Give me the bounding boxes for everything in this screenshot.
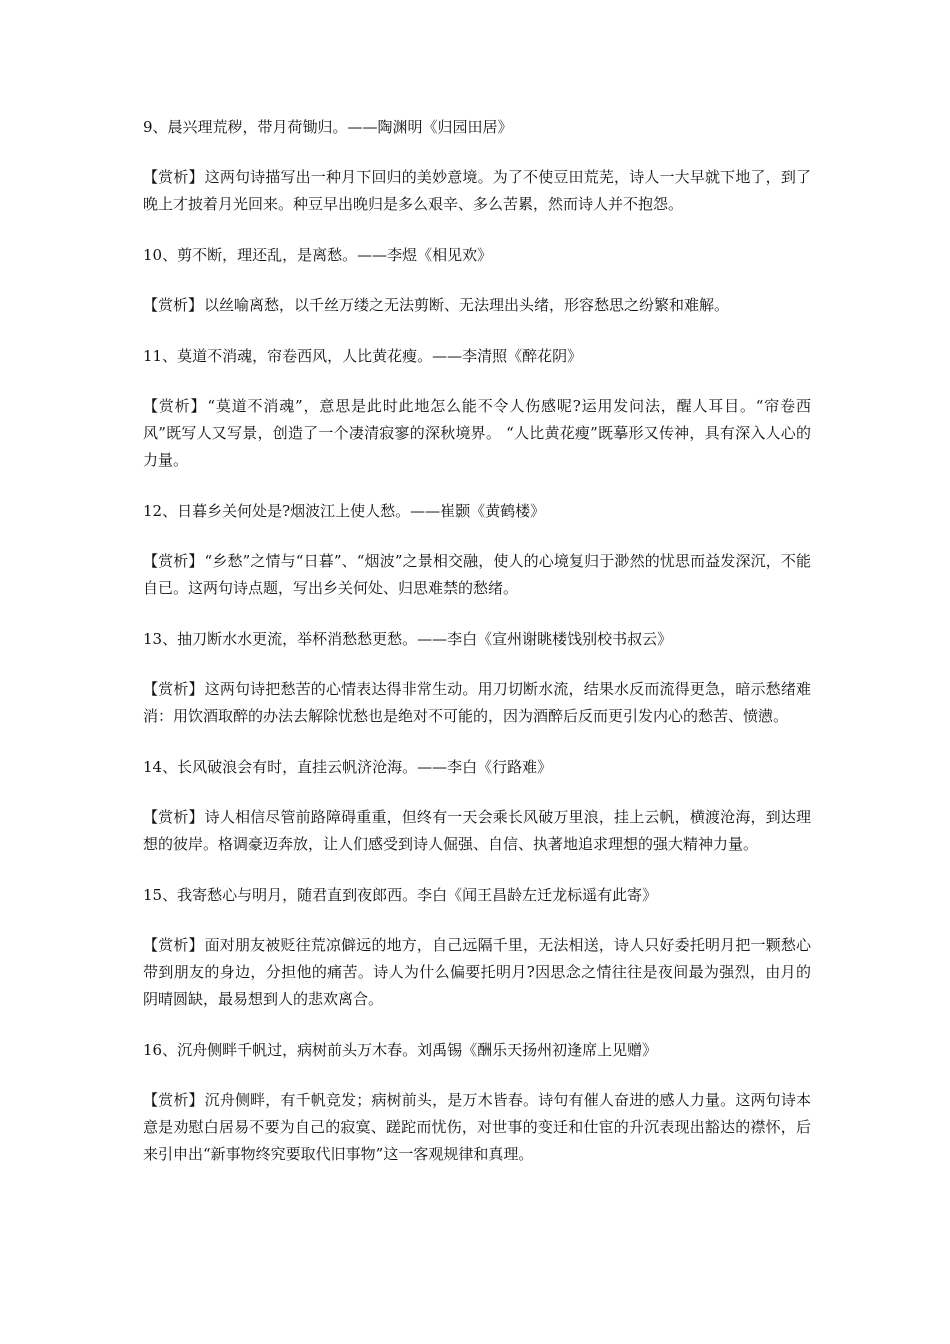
analysis-14 [143,804,811,858]
analysis-15 [143,932,811,1013]
analysis-text: “莫道不消魂”，意思是此时此地怎么能不令人伤感呢?运用发问法，醒人耳目。“帘卷西风”既写人又写景，创造了一个凄清寂寥的深秋境界。 “人比黄花瘦”既摹形又传神，具有深入人心的力量。 [143,397,811,469]
verse-line-14: 14、长风破浪会有时，直挂云帆济沧海。——李白《行路难》 [143,758,553,776]
verse-line-13: 13、抽刀断水水更流，举杯消愁愁更愁。——李白《宣州谢眺楼饯别校书叔云》 [143,630,673,648]
analysis-12 [143,548,811,602]
analysis-tag: 【赏析】 [143,680,204,698]
analysis-16 [143,1087,811,1168]
analysis-text: 这两句诗描写出一种月下回归的美妙意境。为了不使豆田荒芜，诗人一大早就下地了，到了晚上才披着月光回来。种豆早出晚归是多么艰辛、多么苦累，然而诗人并不抱怨。 [143,168,811,213]
analysis-11 [143,393,811,474]
verse-line-10: 10、剪不断，理还乱，是离愁。——李煜《相见欢》 [143,246,493,264]
analysis-tag: 【赏析】 [143,296,204,314]
analysis-tag: 【赏析】 [143,1091,204,1109]
analysis-text: “乡愁”之情与“日暮”、“烟波”之景相交融，使人的心境复归于渺然的忧思而益发深沉，不能自已。这两句诗点题，写出乡关何处、归思难禁的愁绪。 [143,552,811,597]
analysis-tag: 【赏析】 [143,168,204,186]
verse-line-15: 15、我寄愁心与明月，随君直到夜郎西。李白《闻王昌龄左迁龙标遥有此寄》 [143,886,658,904]
analysis-text: 这两句诗把愁苦的心情表达得非常生动。用刀切断水流，结果水反而流得更急，暗示愁绪难消：用饮酒取醉的办法去解除忧愁也是绝对不可能的，因为酒醉后反而更引发内心的愁苦、愤懑。 [143,680,811,725]
verse-line-12: 12、日暮乡关何处是?烟波江上使人愁。——崔颢《黄鹤楼》 [143,502,546,520]
analysis-tag: 【赏析】 [143,936,204,954]
verse-line-16: 16、沉舟侧畔千帆过，病树前头万木春。刘禹锡《酬乐天扬州初逢席上见赠》 [143,1041,658,1059]
analysis-10 [143,292,811,319]
verse-line-9: 9、晨兴理荒秽，带月荷锄归。——陶渊明《归园田居》 [143,118,513,136]
analysis-tag: 【赏析】 [143,808,204,826]
analysis-tag: 【赏析】 [143,552,204,570]
analysis-text: 诗人相信尽管前路障碍重重，但终有一天会乘长风破万里浪，挂上云帆，横渡沧海，到达理想的彼岸。格调豪迈奔放，让人们感受到诗人倔强、自信、执著地追求理想的强大精神力量。 [143,808,811,853]
verse-line-11: 11、莫道不消魂，帘卷西风，人比黄花瘦。——李清照《醉花阴》 [143,347,583,365]
analysis-text: 以丝喻离愁，以千丝万缕之无法剪断、无法理出头绪，形容愁思之纷繁和难解。 [204,296,730,314]
analysis-text: 面对朋友被贬往荒凉僻远的地方，自己远隔千里，无法相送，诗人只好委托明月把一颗愁心带到朋友的身边，分担他的痛苦。诗人为什么偏要托明月?因思念之情往往是夜间最为强烈，由月的阴晴圆缺，最易想到人的悲欢离合。 [143,936,811,1008]
analysis-text: 沉舟侧畔，有千帆竞发；病树前头，是万木皆春。诗句有催人奋进的感人力量。这两句诗本意是劝慰白居易不要为自己的寂寞、蹉跎而忧伤，对世事的变迁和仕宦的升沉表现出豁达的襟怀，后来引申出“新事物终究要取代旧事物”这一客观规律和真理。 [143,1091,811,1163]
document-page [143,112,811,1190]
analysis-13 [143,676,811,730]
analysis-tag: 【赏析】 [143,397,207,415]
analysis-9 [143,164,811,218]
